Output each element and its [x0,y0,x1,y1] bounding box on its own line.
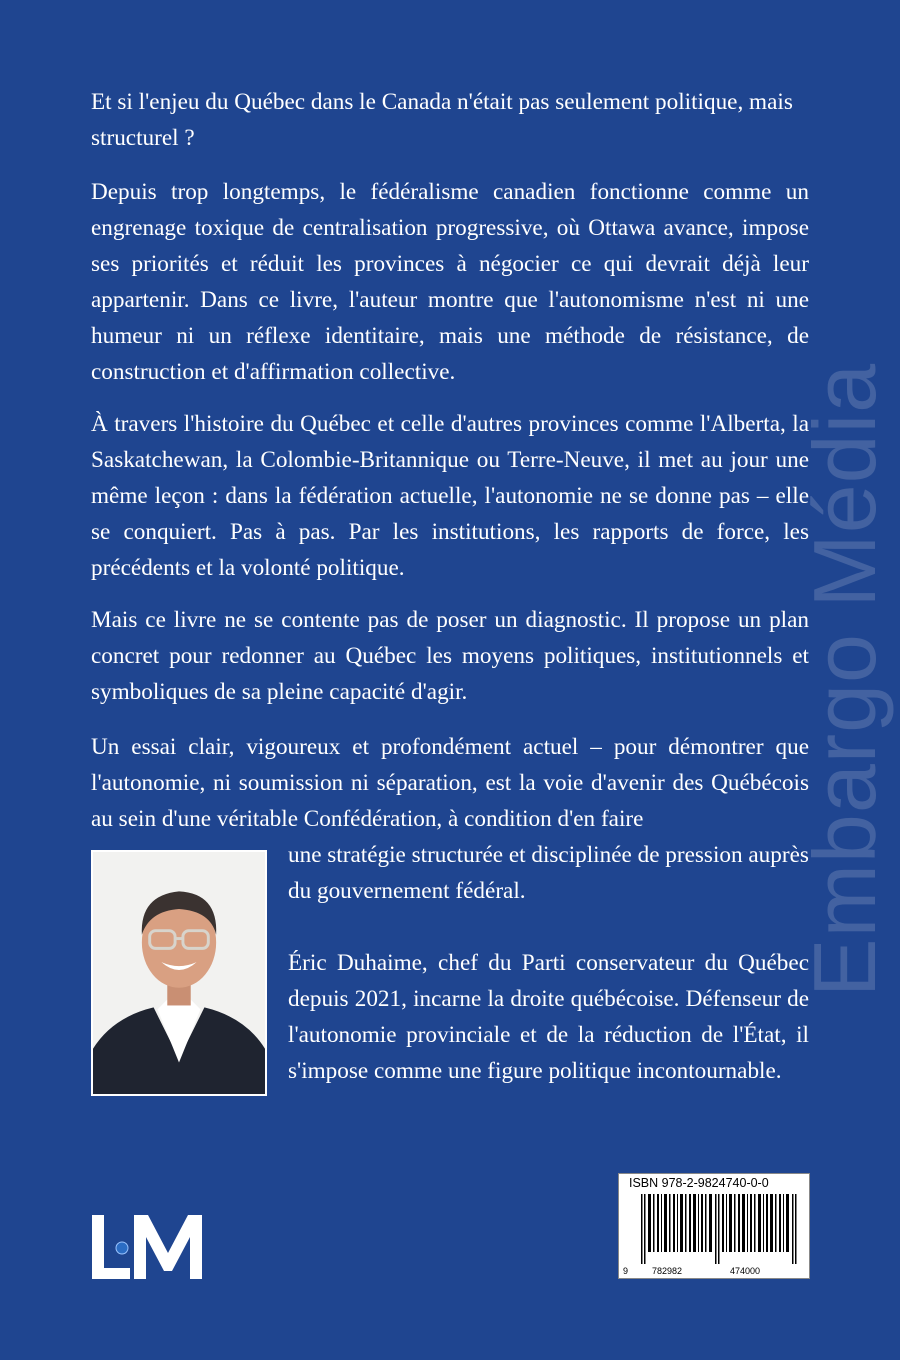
barcode-digits-right: 474000 [730,1266,761,1276]
embargo-watermark: Embargo Média [795,362,894,998]
body-paragraph: À travers l'histoire du Québec et celle d'autres provinces comme l'Alberta, la Saskatchewan, la Colombie-Britannique ou Terre-Neuve, il met au jour une même leçon : dans la fédération actuelle, l'autonomie ne se donne pas – elle se conquiert. Pas à pas. Par les institutions, les rapports de force, les précédents et la volonté politique. [91,411,809,581]
isbn-label: ISBN 978-2-9824740-0-0 [629,1176,769,1190]
body-paragraph: Mais ce livre ne se contente pas de poser un diagnostic. Il propose un plan concret pour redonner au Québec les moyens politiques, institutionnels et symboliques de sa pleine capacité d'agir. [91,607,809,705]
barcode-bars [633,1194,803,1264]
body-paragraph: Depuis trop longtemps, le fédéralisme canadien fonctionne comme un engrenage toxique de centralisation progressive, où Ottawa avance, impose ses priorités et réduit les provinces à négocier ce qui devrait déjà leur appartenir. Dans ce livre, l'auteur montre que l'autonomisme n'est ni une humeur ni un réflexe identitaire, mais une méthode de résistance, de construction et d'affirmation collective. [91,179,809,385]
publisher-logo [90,1213,205,1281]
author-bio: Éric Duhaime, chef du Parti conservateur du Québec depuis 2021, incarne la droite québécoise. Défenseur de l'autonomie provinciale et de la réduction de l'État, il s'impose comme une figure politique incontournable. [288,950,809,1084]
intro-paragraph: Et si l'enjeu du Québec dans le Canada n'était pas seulement politique, mais structurel ? [91,89,793,151]
isbn-barcode [618,1173,810,1279]
barcode-digit-first: 9 [623,1266,629,1276]
author-photo [91,850,267,1096]
closing-paragraph-continued: une stratégie structurée et disciplinée de pression auprès du gouvernement fédéral. [288,842,809,904]
closing-paragraph: Un essai clair, vigoureux et profondément actuel – pour démontrer que l'autonomie, ni soumission ni séparation, est la voie d'avenir des Québécois au sein d'une véritable Confédération, à condition d'en faire [91,734,809,832]
barcode-digits-left: 782982 [652,1266,683,1276]
